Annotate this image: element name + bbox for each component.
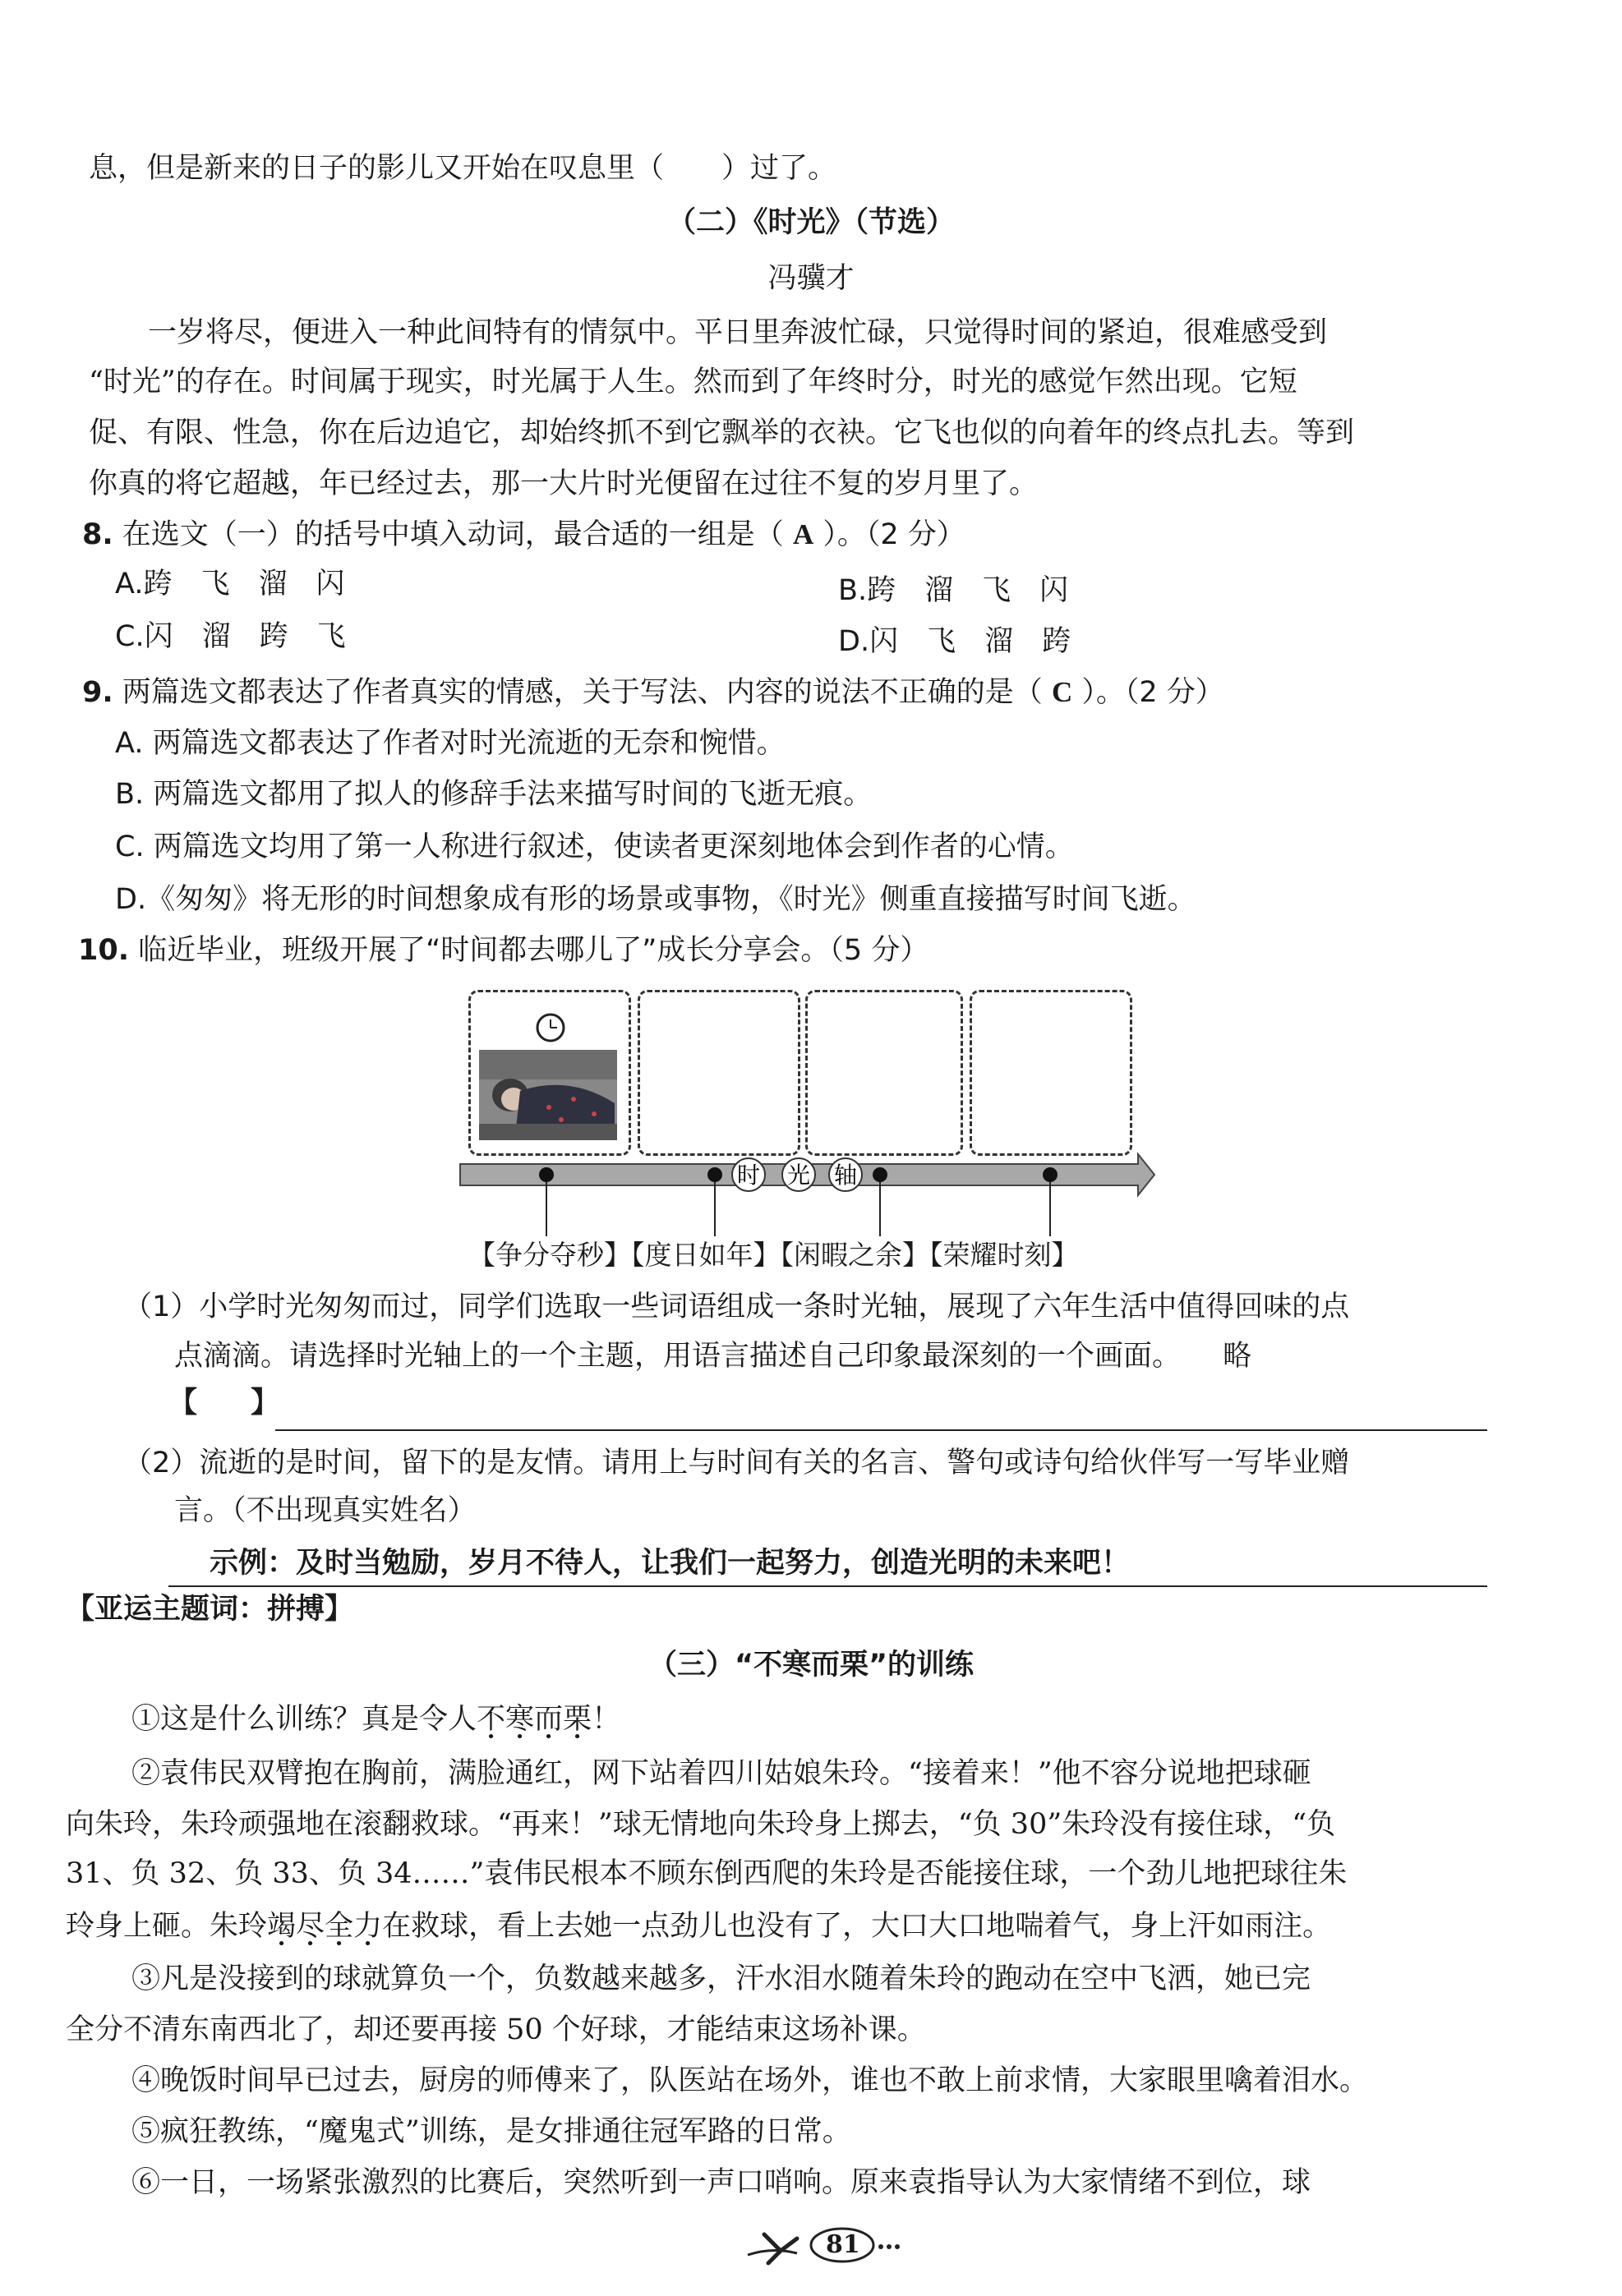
question-text: 临近毕业，班级开展了“时间都去哪儿了”成长分享会。（5 分）	[138, 934, 929, 967]
sub-question-2: 言。（不出现真实姓名）	[174, 1494, 477, 1527]
option-a: A.跨 飞 溜 闪	[115, 568, 345, 600]
text-line: ④晚饭时间早已过去，厨房的师傅来了，队医站在场外，谁也不敢上前求情，大家眼里噙着泪水。	[131, 2064, 1369, 2097]
section-title: （二）《时光》（节选）	[666, 206, 955, 239]
text: ①这是什么训练？真是令人	[131, 1703, 477, 1736]
answer: 略	[1223, 1340, 1252, 1373]
image-frame	[805, 990, 963, 1156]
answer: A	[792, 518, 814, 550]
option-a: A. 两篇选文都表达了作者对时光流逝的无奈和惋惜。	[115, 727, 786, 760]
question-number: 9.	[82, 676, 113, 709]
text-line: “时光”的存在。时间属于现实，时光属于人生。然而到了年终时分，时光的感觉乍然出现。它短	[89, 366, 1297, 398]
option-c: C. 两篇选文均用了第一人称进行叙述，使读者更深刻地体会到作者的心情。	[115, 831, 1074, 863]
dotted-char: 不	[477, 1703, 506, 1736]
axis-char: 时	[736, 1162, 761, 1189]
text: ！	[592, 1703, 621, 1736]
image-frame	[638, 990, 800, 1156]
option-c: C.闪 溜 跨 飞	[115, 620, 346, 653]
dotted-char: 尽	[296, 1910, 325, 1943]
author: 冯骥才	[767, 262, 855, 295]
answer: C	[1051, 676, 1073, 708]
sub-question-1	[174, 1336, 1251, 1377]
sub-question-2: （2）流逝的是时间，留下的是友情。请用上与时间有关的名言、警句或诗句给伙伴写一写毕业赠	[123, 1447, 1350, 1479]
text-line: 一岁将尽，便进入一种此间特有的情氛中。平日里奔波忙碌，只觉得时间的紧迫，很难感受到	[119, 316, 1328, 349]
image-frame	[468, 990, 631, 1156]
answer-line[interactable]	[275, 1429, 1487, 1431]
text: 在救球，看上去她一点劲儿也没有了，大口大口地喘着气，身上汗如雨注。	[382, 1910, 1332, 1943]
text-line: ②袁伟民双臂抱在胸前，满脸通红，网下站着四川姑娘朱玲。“接着来！”他不容分说地把球砸	[131, 1757, 1311, 1790]
question-10-stem	[78, 930, 929, 971]
axis-char: 光	[786, 1162, 811, 1189]
text-line	[66, 1906, 1331, 1947]
text: 玲身上砸。朱玲	[66, 1910, 268, 1943]
text-line: 全分不清东南西北了，却还要再接 50 个好球，才能结束这场补课。	[66, 2013, 926, 2046]
text-line: ③凡是没接到的球就算负一个，负数越来越多，汗水泪水随着朱玲的跑动在空中飞洒，她已完	[131, 1962, 1311, 1995]
question-text: 在选文（一）的括号中填入动词，最合适的一组是（	[122, 518, 784, 551]
answer: 示例：及时当勉励，岁月不待人，让我们一起努力，创造光明的未来吧！	[210, 1547, 1131, 1580]
dotted-char: 力	[353, 1910, 383, 1943]
dotted-char: 竭	[267, 1910, 297, 1943]
bracket-close: 】	[251, 1387, 280, 1419]
dotted-char: 寒	[505, 1703, 535, 1736]
question-text: 两篇选文都表达了作者真实的情感，关于写法、内容的说法不正确的是（	[122, 676, 1043, 709]
option-b: B.跨 溜 飞 闪	[838, 574, 1069, 607]
text-line: 31、负 32、负 33、负 34……”袁伟民根本不顾东倒西爬的朱玲是否能接住球，一个劲儿地把球往朱	[66, 1857, 1348, 1890]
answer-line[interactable]	[168, 1585, 1487, 1587]
question-number: 10.	[78, 934, 130, 967]
option-d: D.《匆匆》将无形的时间想象成有形的场景或事物，《时光》侧重直接描写时间飞逝。	[115, 883, 1196, 916]
question-9-stem	[82, 672, 1224, 713]
text-line: ⑤疯狂教练，“魔鬼式”训练，是女排通往冠军路的日常。	[131, 2115, 851, 2148]
text-line: 你真的将它超越，年已经过去，那一大片时光便留在过往不复的岁月里了。	[89, 467, 1039, 500]
text-line: ⑥一日，一场紧张激烈的比赛后，突然听到一声口哨响。原来袁指导认为大家情绪不到位，球	[131, 2166, 1311, 2199]
dotted-char: 全	[325, 1910, 354, 1943]
dotted-char: 栗	[563, 1703, 592, 1736]
section-title: （三）“不寒而栗”的训练	[647, 1649, 974, 1682]
sleeping-child-illustration	[471, 992, 629, 1153]
question-number: 8.	[82, 518, 113, 551]
theme-heading: 【亚运主题词：拼搏】	[66, 1593, 354, 1626]
question-text: 点滴滴。请选择时光轴上的一个主题，用语言描述自己印象最深刻的一个画面。	[174, 1340, 1182, 1373]
text-line	[131, 1699, 620, 1740]
text-line: 促、有限、性急，你在后边追它，却始终抓不到它飘举的衣袂。它飞也似的向着年的终点扎去。等到	[89, 416, 1355, 449]
bracket-open: 【	[168, 1387, 198, 1419]
axis-char: 轴	[833, 1162, 858, 1189]
text-line: 向朱玲，朱玲顽强地在滚翻救球。“再来！”球无情地向朱玲身上掷去，“负 30”朱玲没有接住球，“负	[66, 1808, 1336, 1841]
page-number: 81	[826, 2230, 860, 2259]
option-b: B. 两篇选文都用了拟人的修辞手法来描写时间的飞逝无痕。	[115, 778, 873, 811]
text-line: 息，但是新来的日子的影儿又开始在叹息里（ ）过了。	[89, 152, 837, 185]
image-frame	[970, 990, 1132, 1156]
dotted-char: 而	[534, 1703, 564, 1736]
option-d: D.闪 飞 溜 跨	[838, 625, 1071, 658]
question-8-stem	[82, 514, 965, 555]
timeline-labels: 【争分夺秒】【度日如年】【闲暇之余】【荣耀时刻】	[468, 1239, 1079, 1271]
question-text: ）。（2 分）	[1081, 676, 1224, 709]
question-text: ）。（2 分）	[823, 518, 965, 551]
page-footer-decoration	[740, 2222, 904, 2271]
sub-question-1: （1）小学时光匆匆而过，同学们选取一些词语组成一条时光轴，展现了六年生活中值得回味的点	[123, 1291, 1350, 1323]
